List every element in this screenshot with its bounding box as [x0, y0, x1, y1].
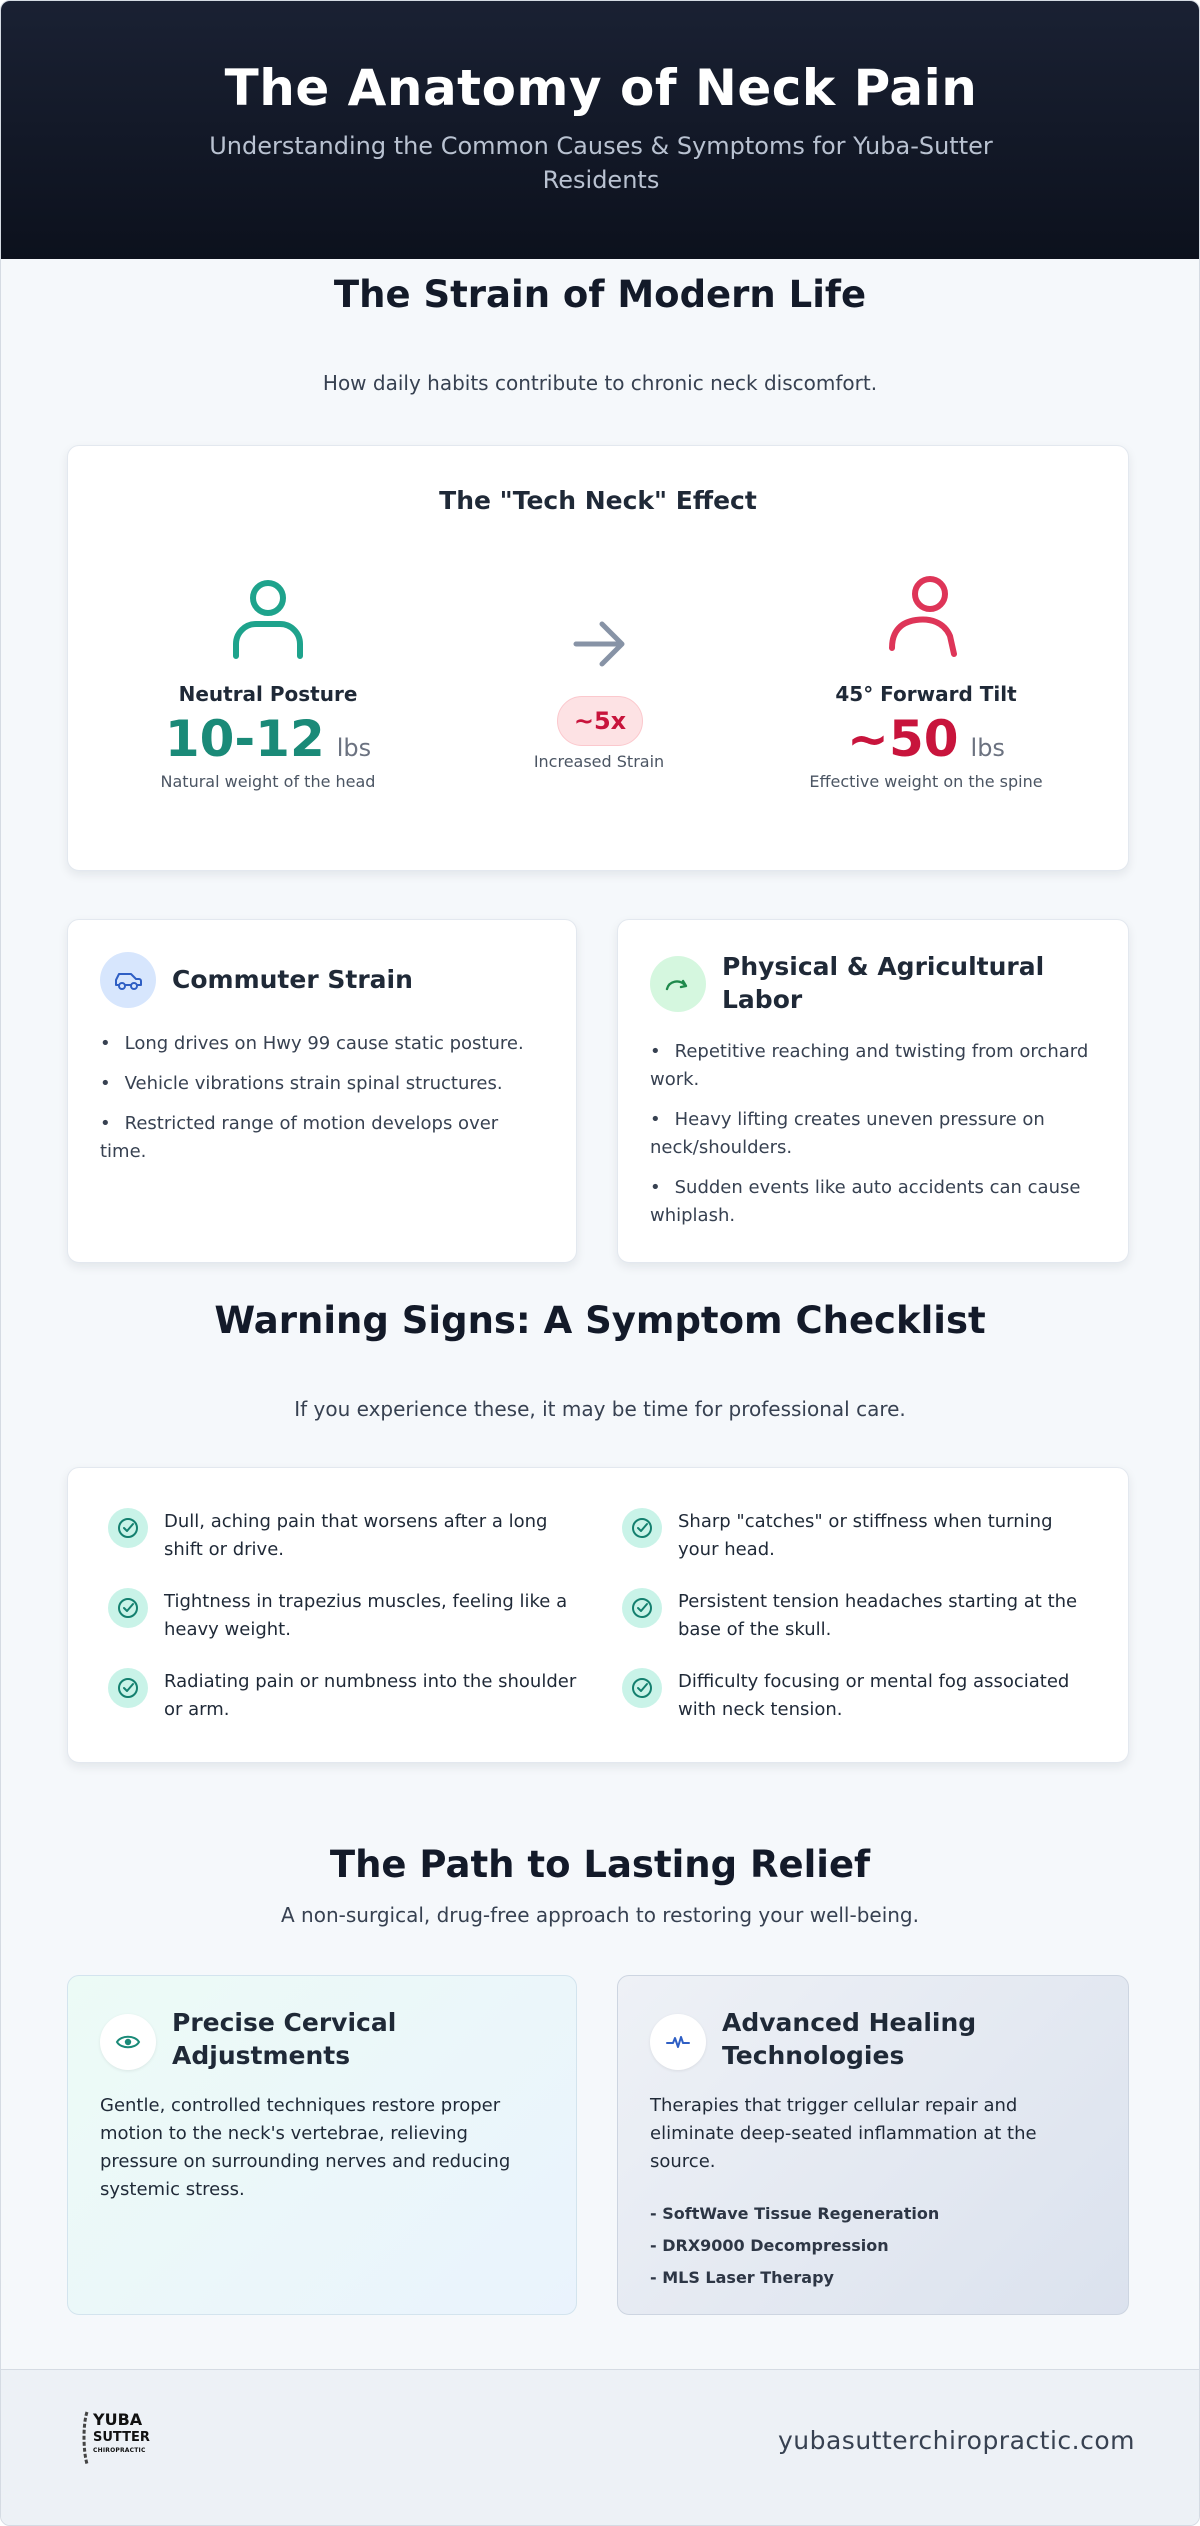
check-circle-icon	[108, 1508, 148, 1548]
cervical-adjustments-card	[67, 1975, 577, 2315]
symptom-text: Sharp "catches" or stiffness when turning your head.	[678, 1511, 1053, 1560]
website-url[interactable]: yubasutterchiropractic.com	[777, 2426, 1135, 2455]
eye-icon	[100, 2014, 156, 2070]
commuter-strain-title: Commuter Strain	[172, 965, 413, 994]
check-circle-icon	[622, 1668, 662, 1708]
page-title: The Anatomy of Neck Pain	[224, 59, 978, 117]
pulse-icon	[650, 2014, 706, 2070]
person-tilted-icon	[886, 574, 966, 660]
list-item: - DRX9000 Decompression	[650, 2236, 889, 2255]
hero-header	[1, 1, 1200, 259]
forward-tilt-label: 45° Forward Tilt	[835, 682, 1017, 706]
strain-multiplier-badge: ~5x	[557, 696, 643, 746]
strain-section-subtitle: How daily habits contribute to chronic neck discomfort.	[322, 371, 878, 395]
list-item: • Repetitive reaching and twisting from orchard work.	[650, 1038, 1100, 1094]
commuter-strain-card	[67, 919, 577, 1263]
page-subtitle: Understanding the Common Causes & Symptoms for Yuba-Sutter Residents	[209, 132, 993, 194]
check-circle-icon	[108, 1668, 148, 1708]
symptom-text: Radiating pain or numbness into the shoulder or arm.	[164, 1671, 577, 1720]
tilt-weight-value: ~50	[847, 710, 959, 768]
warning-section-title: Warning Signs: A Symptom Checklist	[214, 1299, 986, 1342]
forward-tilt-column	[776, 574, 1076, 791]
symptom-text: Difficulty focusing or mental fog associated with neck tension.	[678, 1671, 1070, 1720]
lifting-icon	[650, 956, 706, 1012]
healing-technologies-title: Advanced Healing Technologies	[722, 2008, 977, 2070]
check-circle-icon	[622, 1588, 662, 1628]
logo-line-2: SUTTER	[93, 2430, 150, 2445]
logo-line-1: YUBA	[93, 2410, 143, 2429]
neutral-weight-note: Natural weight of the head	[160, 772, 376, 791]
tilt-weight-unit: lbs	[970, 734, 1005, 762]
neutral-weight-value: 10-12	[164, 710, 325, 768]
spine-icon	[81, 2410, 91, 2466]
list-item: • Sudden events like auto accidents can cause whiplash.	[650, 1174, 1100, 1230]
symptom-text: Dull, aching pain that worsens after a long shift or drive.	[164, 1511, 548, 1560]
arrow-right-icon	[570, 614, 630, 674]
commuter-strain-list	[100, 1030, 550, 1178]
check-circle-icon	[108, 1588, 148, 1628]
list-item: - MLS Laser Therapy	[650, 2268, 834, 2287]
healing-technologies-description: Therapies that trigger cellular repair and eliminate deep-seated inflammation at the source.	[650, 2095, 1037, 2172]
warning-section-subtitle: If you experience these, it may be time for professional care.	[294, 1397, 906, 1421]
strain-section-title: The Strain of Modern Life	[333, 273, 867, 316]
list-item: • Long drives on Hwy 99 cause static posture.	[100, 1030, 550, 1058]
relief-section-subtitle: A non-surgical, drug-free approach to restoring your well-being.	[281, 1903, 919, 1927]
relief-section-title: The Path to Lasting Relief	[329, 1843, 871, 1886]
neutral-weight-unit: lbs	[336, 734, 372, 762]
car-icon	[100, 952, 156, 1008]
cervical-adjustments-title: Precise Cervical Adjustments	[172, 2008, 397, 2070]
list-item: - SoftWave Tissue Regeneration	[650, 2204, 940, 2223]
symptom-checklist-card	[67, 1467, 1129, 1763]
physical-labor-list	[650, 1038, 1100, 1242]
neutral-posture-label: Neutral Posture	[178, 682, 358, 706]
strain-multiplier-note: Increased Strain	[533, 752, 665, 771]
person-icon	[228, 576, 308, 660]
symptom-text: Persistent tension headaches starting at the base of the skull.	[678, 1591, 1078, 1640]
tech-neck-card	[67, 445, 1129, 871]
list-item: • Vehicle vibrations strain spinal structures.	[100, 1070, 550, 1098]
logo-line-3: CHIROPRACTIC	[93, 2447, 146, 2454]
physical-labor-card	[617, 919, 1129, 1263]
cervical-adjustments-description: Gentle, controlled techniques restore proper motion to the neck's vertebrae, relieving pressure on surrounding nerves and reducing systemic stress.	[100, 2095, 511, 2200]
list-item: • Restricted range of motion develops over time.	[100, 1110, 550, 1166]
check-circle-icon	[622, 1508, 662, 1548]
healing-technologies-card	[617, 1975, 1129, 2315]
tech-neck-title: The "Tech Neck" Effect	[439, 486, 757, 515]
technology-list	[650, 2198, 1090, 2294]
tilt-weight-note: Effective weight on the spine	[809, 772, 1043, 791]
physical-labor-title: Physical & Agricultural Labor	[722, 952, 1045, 1014]
brand-logo	[81, 2410, 171, 2470]
list-item: • Heavy lifting creates uneven pressure on neck/shoulders.	[650, 1106, 1100, 1162]
footer	[1, 2369, 1200, 2526]
neutral-posture-column	[128, 576, 408, 791]
symptom-text: Tightness in trapezius muscles, feeling like a heavy weight.	[164, 1591, 568, 1640]
